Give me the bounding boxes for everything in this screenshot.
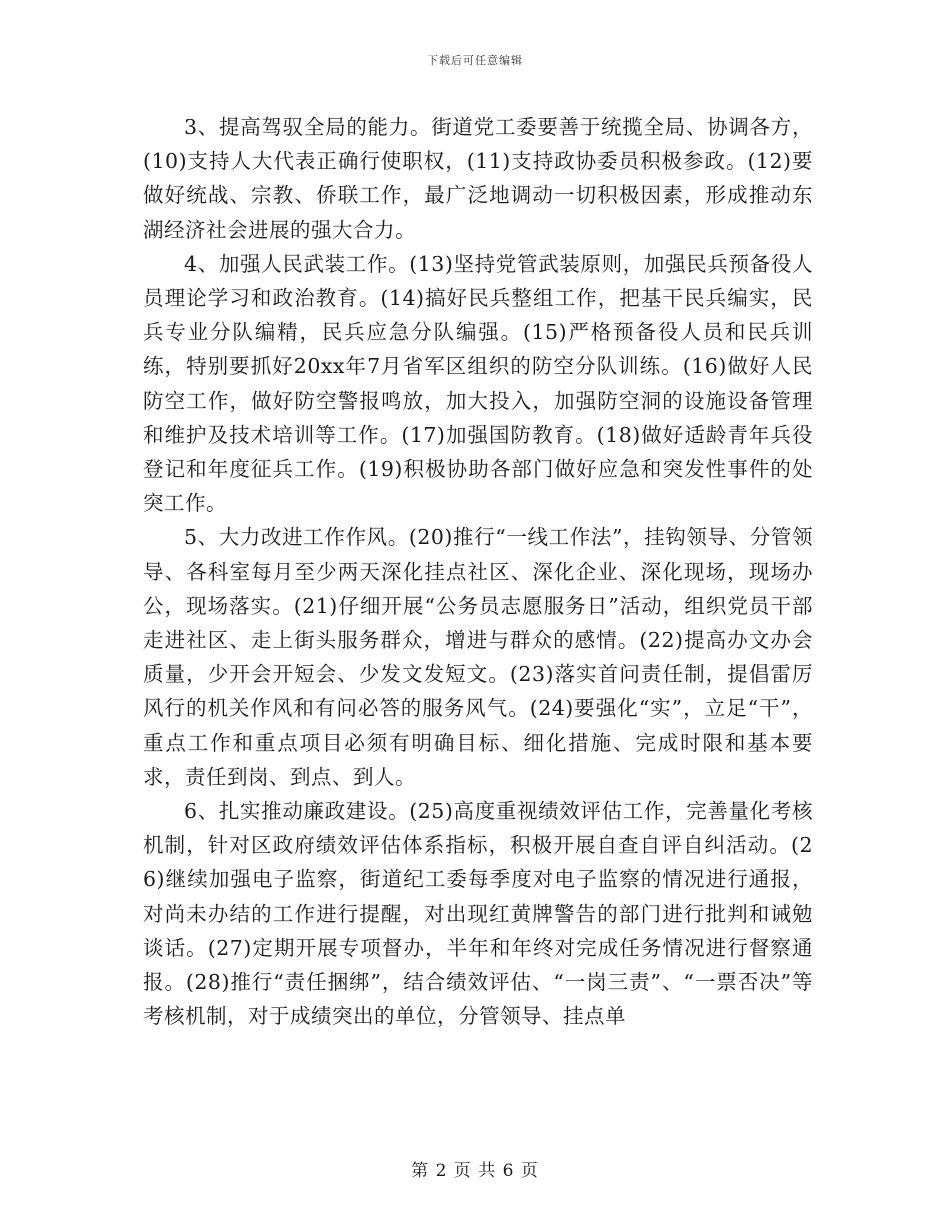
page-header: 下载后可任意编辑 [427,54,523,67]
paragraph-5: 5、大力改进工作作风。(20)推行“一线工作法”，挂钩领导、分管领导、各科室每月至少两天深化挂点社区、深化企业、深化现场，现场办公，现场落实。(21)仔细开展“公务员志愿服务日”活动，组织党员干部走进社区、走上街头服务群众，增进与群众的感情。(22)提高办文办会质量，少开会开短会、少发文发短文。(23)落实首问责任制，提倡雷厉风行的机关作风和有问必答的服务风气。(24)要强化“实”，立足“干”，重点工作和重点项目必须有明确目标、细化措施、完成时限和基本要求，责任到岗、到点、到人。 [143,525,813,789]
paragraph-4: 4、加强人民武装工作。(13)坚持党管武装原则，加强民兵预备役人员理论学习和政治教育。(14)搞好民兵整组工作，把基干民兵编实，民兵专业分队编精，民兵应急分队编强。(15)严格预备役人员和民兵训练，特别要抓好20xx年7月省军区组织的防空分队训练。(16)做好人民防空工作，做好防空警报鸣放，加大投入，加强防空洞的设施设备管理和维护及技术培训等工作。(17)加强国防教育。(18)做好适龄青年兵役登记和年度征兵工作。(19)积极协助各部门做好应急和突发性事件的处突工作。 [143,251,813,516]
document-body [143,110,813,1033]
paragraph-6: 6、扎实推动廉政建设。(25)高度重视绩效评估工作，完善量化考核机制，针对区政府绩效评估体系指标，积极开展自查自评自纠活动。(26)继续加强电子监察，街道纪工委每季度对电子监察的情况进行通报，对尚未办结的工作进行提醒，对出现红黄牌警告的部门进行批判和诫勉谈话。(27)定期开展专项督办，半年和年终对完成任务情况进行督察通报。(28)推行“责任捆绑”，结合绩效评估、“一岗三责”、“一票否决”等考核机制，对于成绩突出的单位，分管领导、挂点单 [143,799,813,1029]
page-number-footer: 第 2 页 共 6 页 [411,1161,539,1181]
paragraph-3: 3、提高驾驭全局的能力。街道党工委要善于统揽全局、协调各方，(10)支持人大代表正确行使职权，(11)支持政协委员积极参政。(12)要做好统战、宗教、侨联工作，最广泛地调动一切积极因素，形成推动东湖经济社会进展的强大合力。 [143,115,813,242]
